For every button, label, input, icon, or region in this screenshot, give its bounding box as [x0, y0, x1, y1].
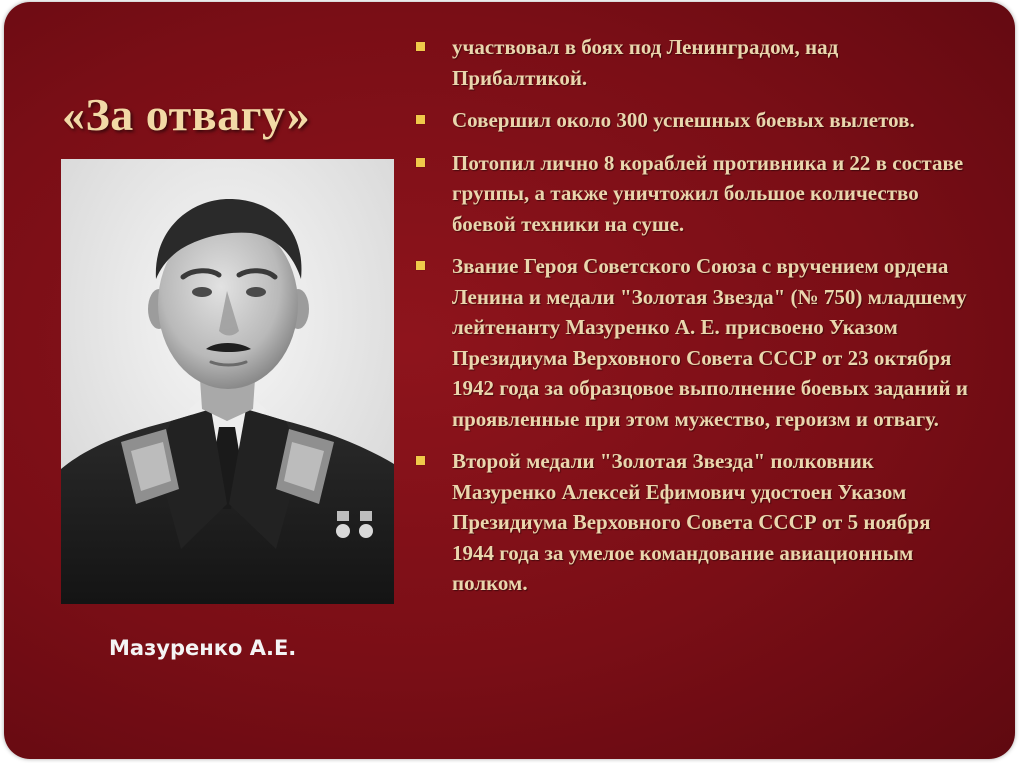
square-bullet-icon [416, 456, 425, 465]
bullet-item [416, 105, 976, 136]
bullet-text: Звание Героя Советского Союза с вручением ордена Ленина и медали "Золотая Звезда" (№ 750) младшему лейтенанту Мазуренко А. Е. присвоено Указом Президиума Верховного Совета СССР от 23 октября 1942 года за образцовое выполнение боевых заданий и проявленные при этом мужество, героизм и отвагу. [452, 254, 968, 431]
bullet-item [416, 446, 976, 599]
slide [4, 2, 1015, 759]
square-bullet-icon [416, 115, 425, 124]
bullet-text: Совершил около 300 успешных боевых вылетов. [452, 108, 915, 132]
square-bullet-icon [416, 158, 425, 167]
portrait-illustration [61, 159, 394, 604]
bullet-item [416, 251, 976, 434]
bullet-list [416, 32, 976, 611]
bullet-item [416, 32, 976, 93]
bullet-item [416, 148, 976, 240]
portrait-photo [61, 159, 394, 604]
portrait-caption: Мазуренко А.Е. [109, 636, 297, 660]
bullet-text: Второй медали "Золотая Звезда" полковник Мазуренко Алексей Ефимович удостоен Указом Президиума Верховного Совета СССР от 5 ноября 1944 года за умелое командование авиационным полком. [452, 449, 931, 595]
bullet-text: участвовал в боях под Ленинградом, над Прибалтикой. [452, 35, 839, 90]
slide-title: «За отвагу» [62, 89, 311, 140]
square-bullet-icon [416, 42, 425, 51]
square-bullet-icon [416, 261, 425, 270]
bullet-text: Потопил лично 8 кораблей противника и 22 в составе группы, а также уничтожил большое количество боевой техники на суше. [452, 150, 964, 236]
